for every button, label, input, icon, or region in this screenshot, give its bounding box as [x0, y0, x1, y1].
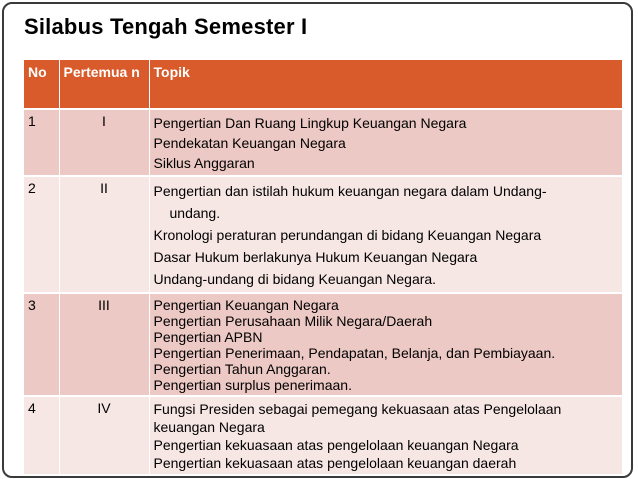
topic-line: undang. [169, 205, 221, 221]
row-pertemuan: III [59, 293, 149, 396]
row-no: 3 [24, 293, 59, 396]
row-no: 4 [24, 396, 59, 474]
row-pertemuan: I [59, 109, 149, 176]
topic-line: Pengertian Tahun Anggaran. [153, 361, 331, 377]
topic-line: Siklus Anggaran [153, 155, 255, 171]
topic-line: Pengertian Perusahaan Milik Negara/Daerah [153, 313, 433, 329]
table-row [24, 176, 622, 293]
table-row [24, 396, 622, 474]
topic-line: keuangan Negara [153, 419, 265, 435]
header-topik: Topik [149, 60, 622, 109]
row-topics [149, 176, 622, 293]
topic-line: Pengertian kekuasaan atas pengelolaan keuangan daerah [153, 455, 517, 471]
topic-line: Pengertian dan istilah hukum keuangan negara dalam Undang- [153, 183, 547, 199]
syllabus-table [24, 60, 622, 474]
slide-title: Silabus Tengah Semester I [24, 14, 308, 39]
topic-line: Pengertian Dan Ruang Lingkup Keuangan Negara [153, 115, 467, 131]
row-topics [149, 396, 622, 474]
topic-line: Kronologi peraturan perundangan di bidang Keuangan Negara [153, 227, 542, 243]
table-row [24, 109, 622, 176]
slide-frame [2, 2, 633, 478]
header-pertemuan: Pertemua n [59, 60, 149, 109]
topic-line: Pengertian Keuangan Negara [153, 297, 339, 313]
row-pertemuan: II [59, 176, 149, 293]
topic-line: Pendekatan Keuangan Negara [153, 135, 346, 151]
row-pertemuan: IV [59, 396, 149, 474]
topic-line: Undang-undang di bidang Keuangan Negara. [153, 271, 437, 287]
topic-line: Pengertian surplus penerimaan. [153, 377, 352, 393]
row-topics [149, 293, 622, 396]
row-topics [149, 109, 622, 176]
topic-line: Fungsi Presiden sebagai pemegang kekuasaan atas Pengelolaan [153, 401, 562, 417]
topic-line: Pengertian kekuasaan atas pengelolaan keuangan Negara [153, 437, 519, 453]
table-row [24, 293, 622, 396]
header-no: No [24, 60, 59, 109]
topic-line: Pengertian Penerimaan, Pendapatan, Belanja, dan Pembiayaan. [153, 345, 556, 361]
row-no: 2 [24, 176, 59, 293]
table-header-row [24, 60, 622, 109]
topic-line: Pengertian APBN [153, 329, 263, 345]
row-no: 1 [24, 109, 59, 176]
topic-line: Dasar Hukum berlakunya Hukum Keuangan Negara [153, 249, 478, 265]
